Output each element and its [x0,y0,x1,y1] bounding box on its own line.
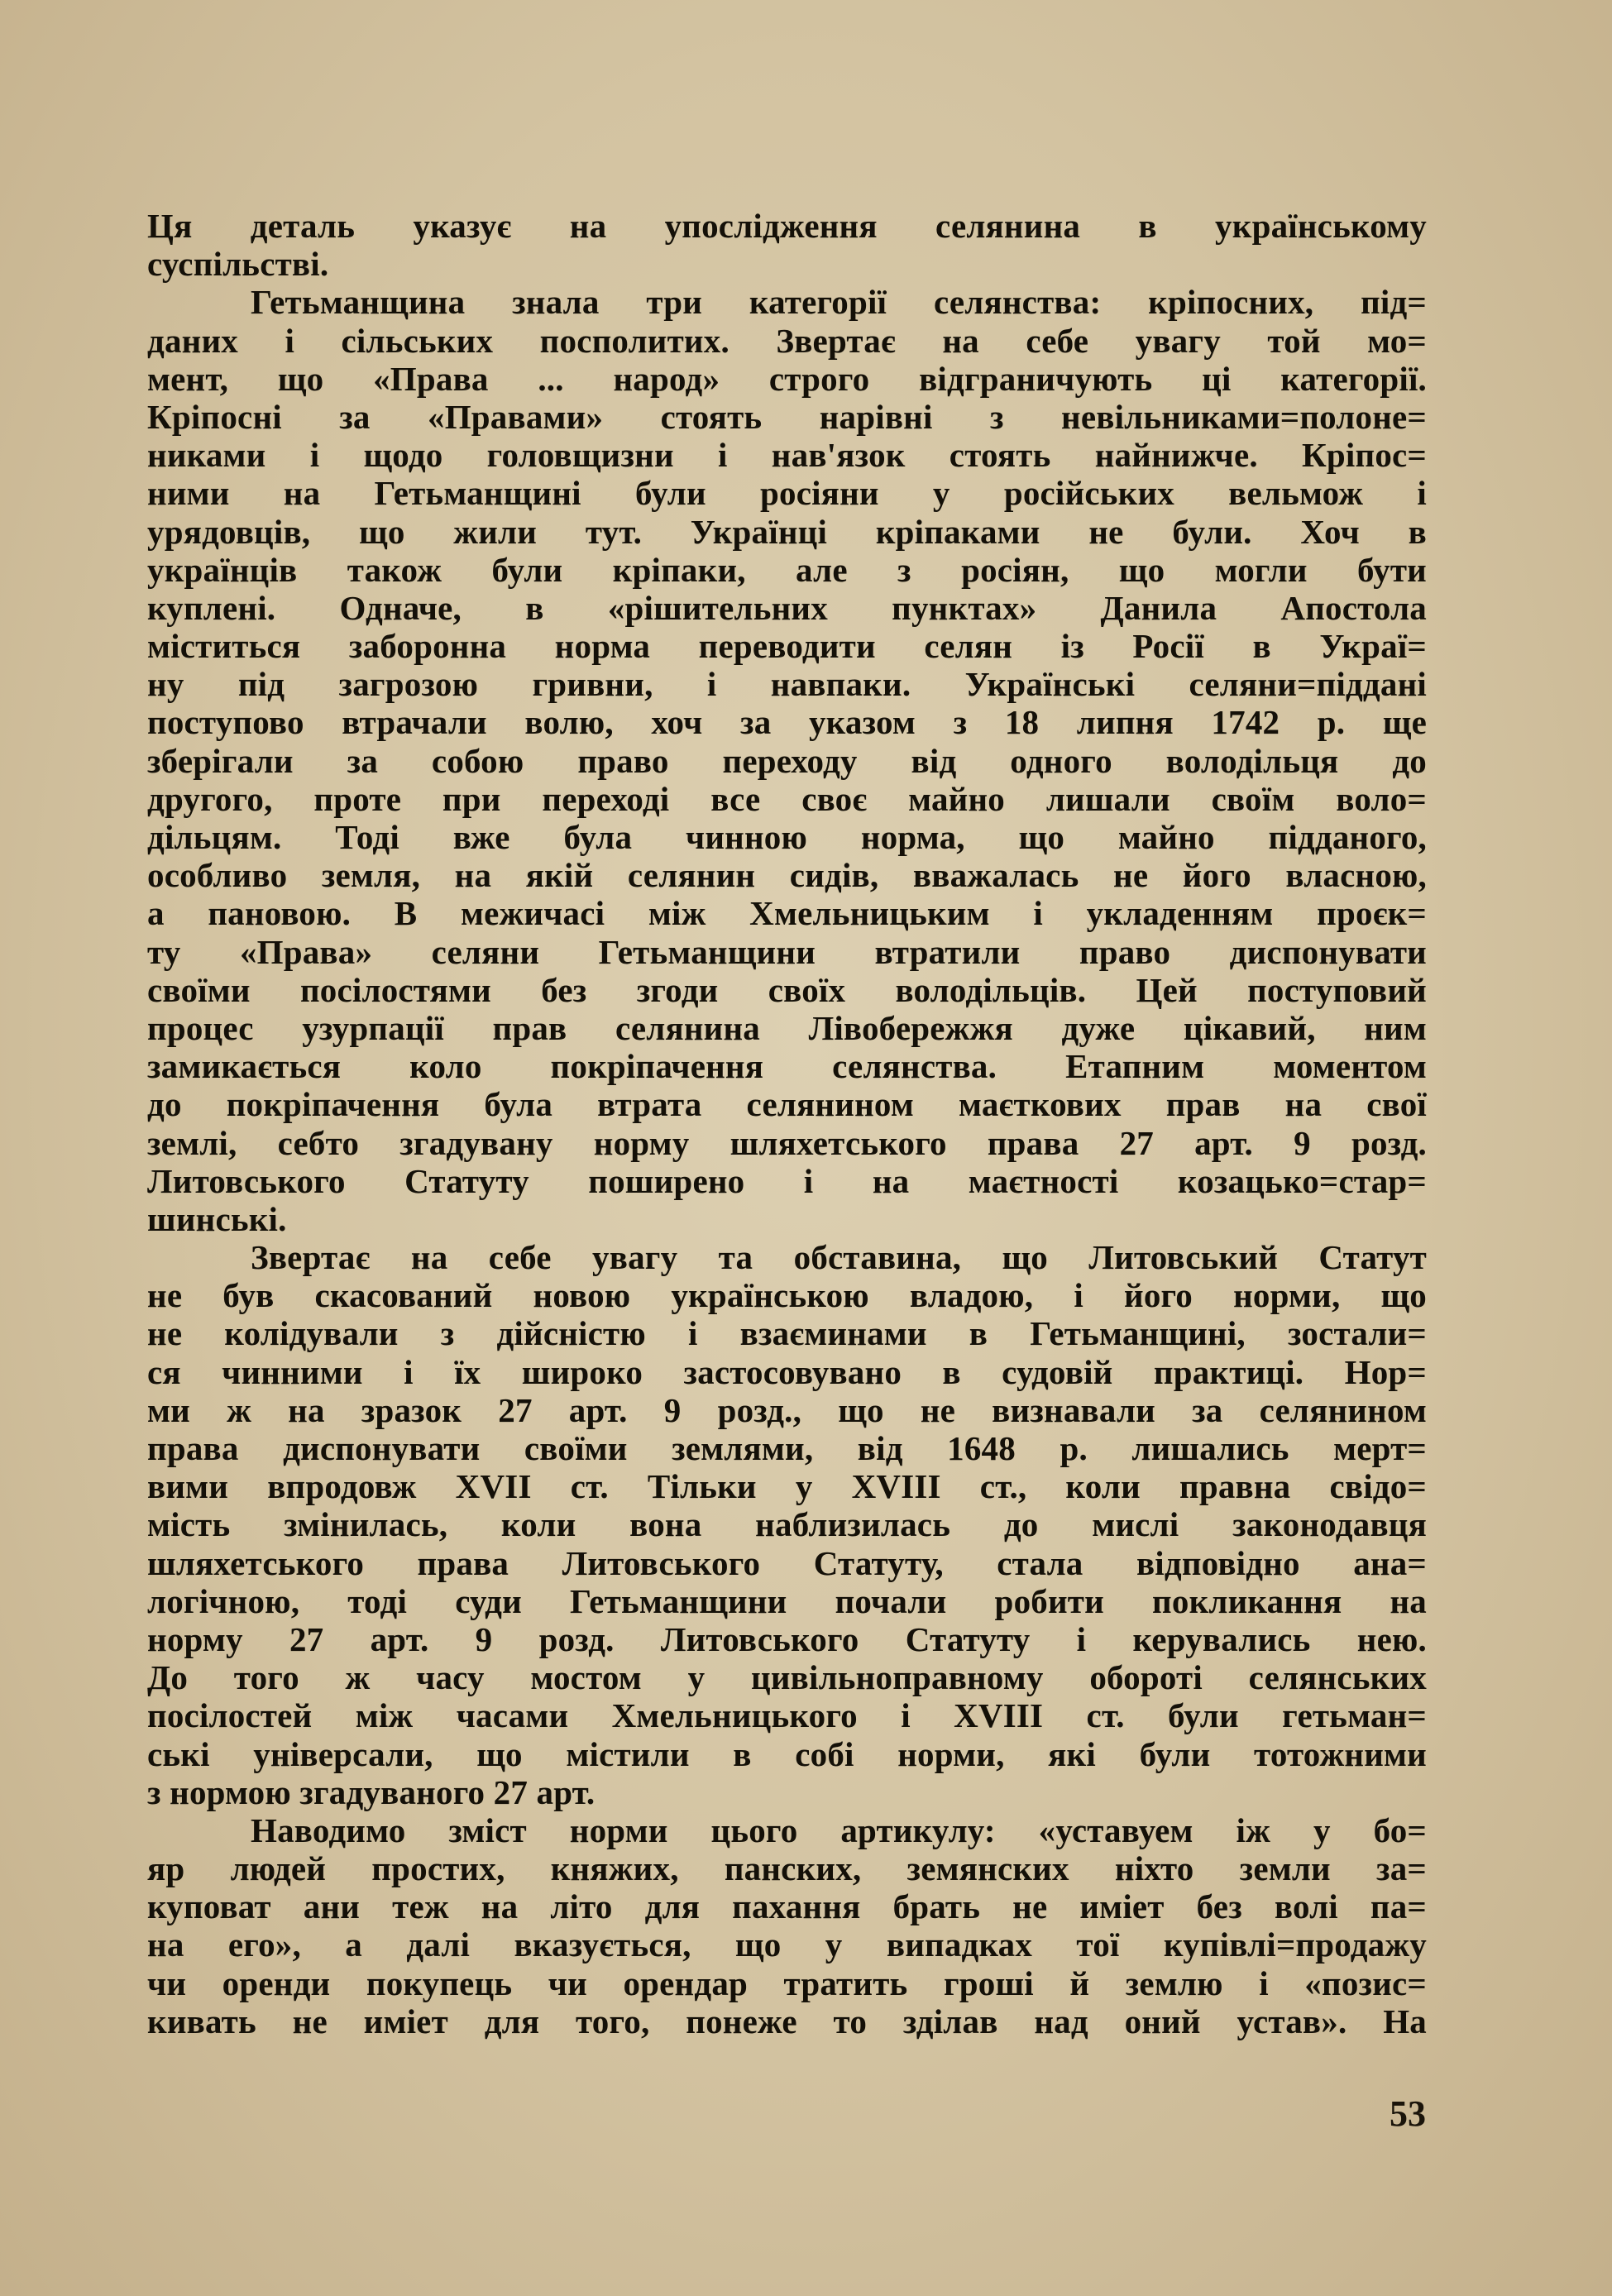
text-line: Литовського Статуту поширено і на маєтності козацько=стар= [147,1161,1427,1200]
text-line: замикається коло покріпачення селянства. Етапним моментом [147,1047,1427,1086]
text-line: вими впродовж XVII ст. Тільки у XVIII ст., коли правна свідо= [147,1467,1427,1506]
text-line: дільцям. Тоді вже була чинною норма, що майно підданого, [147,818,1427,856]
text-line: даних і сільських посполитих. Звертає на себе увагу той мо= [147,321,1427,360]
text-line: зберігали за собою право переходу від одного володільця до [147,741,1427,780]
text-line: мість змінилась, коли вона наблизилась до мислі законодавця [147,1505,1427,1544]
text-line: міститься заборонна норма переводити селян із Росії в Украї= [147,627,1427,666]
text-line: другого, проте при переході все своє майно лишали своїм воло= [147,779,1427,818]
text-line: шляхетського права Литовського Статуту, стала відповідно ана= [147,1543,1427,1582]
text-line: яр людей простих, княжих, панских, земянских ніхто земли за= [147,1849,1427,1888]
text-line: Гетьманщина знала три категорії селянства: кріпосних, під= [251,283,1427,322]
text-line: землі, себто згадувану норму шляхетського права 27 арт. 9 розд. [147,1123,1427,1162]
text-line: урядовців, що жили тут. Українці кріпаками не були. Хоч в [147,512,1427,551]
text-line: Кріпосні за «Правами» стоять нарівні з невільниками=полоне= [147,397,1427,436]
text-line: никами і щодо головщизни і нав'язок стоять найнижче. Кріпос= [147,436,1427,475]
text-line: ну під загрозою гривни, і навпаки. Українські селяни=піддані [147,665,1427,704]
text-line: українців також були кріпаки, але з росіян, що могли бути [147,550,1427,589]
text-line: Ця деталь указує на упослідження селянина в українському [147,207,1427,245]
text-line: шинські. [147,1199,287,1238]
text-line: суспільстві. [147,245,329,284]
text-line: не був скасований новою українською владою, і його норми, що [147,1276,1427,1315]
text-line: а пановою. В межичасі між Хмельницьким і укладенням проєк= [147,894,1427,933]
text-line: на его», а далі вказується, що у випадках тої купівлі=продажу [147,1925,1427,1964]
text-line: норму 27 арт. 9 розд. Литовського Статуту і керувались нею. [147,1619,1427,1658]
text-line: своїми посілостями без згоди своїх володільців. Цей поступовий [147,970,1427,1009]
text-line: До того ж часу мостом у цивільноправному обороті селянських [147,1658,1427,1697]
text-line: ські універсали, що містили в собі норми, які були тотожними [147,1734,1427,1773]
text-line: ся чинними і їх широко застосовувано в судовій практиці. Нор= [147,1352,1427,1391]
text-line: не колідували з дійсністю і взаєминами в Гетьманщині, зостали= [147,1314,1427,1353]
text-line: особливо земля, на якій селянин сидів, вважалась не його власною, [147,856,1427,895]
text-line: ними на Гетьманщині були росіяни у російських вельмож і [147,474,1427,513]
text-line: до покріпачення була втрата селянином маєткових прав на свої [147,1085,1427,1124]
text-line: ми ж на зразок 27 арт. 9 розд., що не визнавали за селянином [147,1390,1427,1429]
text-line: мент, що «Права ... народ» строго відграничують ці категорії. [147,359,1427,398]
text-line: Звертає на себе увагу та обставина, що Литовський Статут [251,1238,1427,1277]
text-line: куповат ани теж на літо для пахання брать не иміет без волі па= [147,1887,1427,1926]
page-number: 53 [1390,2093,1426,2134]
text-line: поступово втрачали волю, хоч за указом з 18 липня 1742 р. ще [147,703,1427,742]
text-line: посілостей між часами Хмельницького і XVIII ст. були гетьман= [147,1696,1427,1735]
text-line: ту «Права» селяни Гетьманщини втратили право диспонувати [147,932,1427,971]
text-line: права диспонувати своїми землями, від 1648 р. лишались мерт= [147,1429,1427,1467]
text-line: Наводимо зміст норми цього артикулу: «уставуем іж у бо= [251,1810,1427,1849]
text-line: процес узурпації прав селянина Лівобережжя дуже цікавий, ним [147,1008,1427,1047]
text-line: логічною, тоді суди Гетьманщини почали робити покликання на [147,1581,1427,1620]
page-body [147,207,1427,2040]
text-line: куплені. Одначе, в «рішительних пунктах» Данила Апостола [147,588,1427,627]
text-line: чи оренди покупець чи орендар тратить гроші й землю і «позис= [147,1964,1427,2002]
text-line: кивать не иміет для того, понеже то зділав над оний устав». На [147,2002,1427,2040]
text-line: з нормою згадуваного 27 арт. [147,1772,596,1811]
